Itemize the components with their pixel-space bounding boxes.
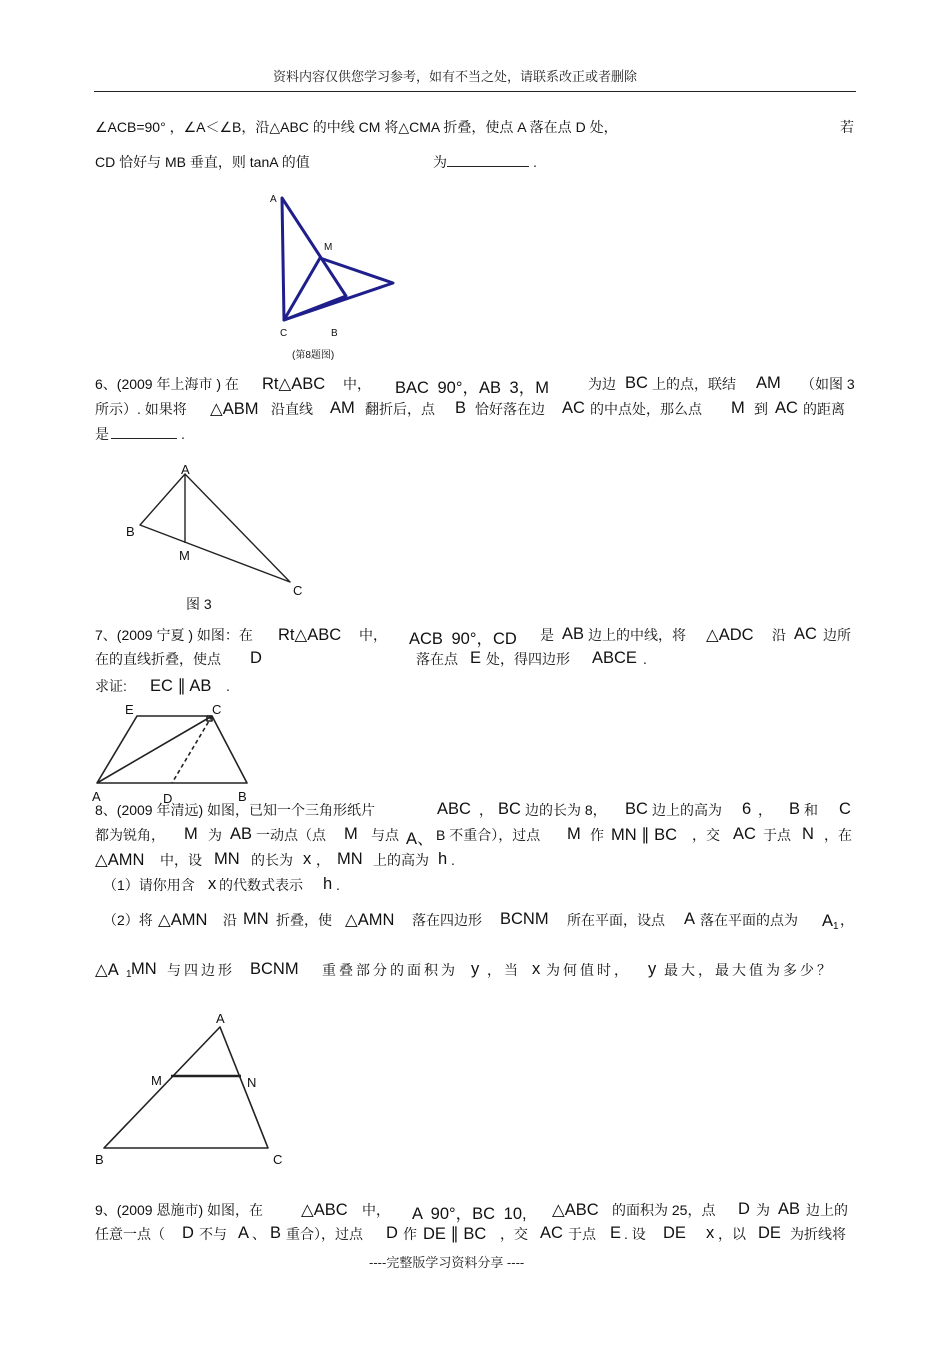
- q5-label-c: C: [280, 328, 288, 339]
- q9-line1e: △ABC: [552, 1201, 599, 1219]
- q8-line3c: MN: [214, 850, 240, 868]
- q7-line2b: D: [250, 649, 262, 667]
- q8-line5f: △AMN: [345, 911, 395, 929]
- q7-line2f: ABCE: [592, 649, 637, 667]
- q9-line1c: 中，: [362, 1202, 390, 1218]
- q9-line1a: 9、(2009 恩施市) 如图，在: [95, 1202, 264, 1218]
- q8-line6j: 为何值时，: [546, 962, 631, 978]
- q8-line2o: 于点: [763, 827, 791, 843]
- q5-label-m: M: [324, 242, 333, 253]
- q6-line2i: 的中点处，那么点: [590, 401, 702, 417]
- q8-line1k: 和: [804, 802, 818, 818]
- q8-line6l: 最大，最大值为多少？: [664, 962, 834, 978]
- q6-line1h: AM: [756, 374, 781, 392]
- q8-line1a: 8、(2009 年清远) 如图，已知一个三角形纸片: [95, 802, 376, 818]
- q9-line2s: DE: [758, 1224, 781, 1242]
- q6-line2g: 恰好落在边: [475, 401, 545, 417]
- q8-line2h: A、: [406, 830, 434, 848]
- q5-figure-caption: (第8题图): [292, 350, 335, 361]
- q8-line4e: .: [336, 877, 340, 893]
- q7-label-d: D: [163, 791, 173, 806]
- q8-line2d: AB: [230, 825, 253, 843]
- q8-label-c: C: [273, 1152, 283, 1167]
- q8-line3j: .: [451, 852, 455, 868]
- q8-line3a: △AMN: [95, 851, 145, 869]
- q8-line2m: ，交: [692, 827, 720, 843]
- q8-line3e: x: [303, 850, 312, 868]
- q9-line2m: 于点: [568, 1226, 596, 1242]
- q6-label-m: M: [179, 548, 190, 563]
- q9-line2f: B: [270, 1224, 282, 1242]
- q7-line2a: 在的直线折叠，使点: [95, 651, 221, 667]
- q7-line2d: E: [470, 649, 482, 667]
- q8-line5g: 落在四边形: [412, 912, 482, 928]
- q6-line2j: M: [731, 399, 745, 417]
- q8-line1d: BC: [498, 800, 521, 818]
- q6-line2h: AC: [562, 399, 585, 417]
- q7-line1j: AC: [794, 625, 817, 643]
- q6-line2e: 翻折后，点: [365, 401, 435, 417]
- q8-line6e: BCNM: [250, 960, 299, 978]
- q8-line5k: 落在平面的点为: [700, 912, 798, 928]
- q8-line2a: 都为锐角，: [95, 827, 165, 843]
- q9-line2e: 、: [252, 1226, 266, 1242]
- q8-line6c: MN: [131, 960, 157, 978]
- q8-line1g: 边上的高为: [652, 802, 722, 818]
- q8-line6h: ，当: [487, 962, 521, 978]
- q8-line5a: （2）将: [103, 912, 153, 928]
- q7-label-b: B: [238, 789, 247, 804]
- q6-line1f: BC: [625, 374, 648, 392]
- q9-line1j: 边上的: [806, 1202, 848, 1218]
- q8-line1i: ，: [758, 802, 772, 818]
- q8-line5n: ，: [840, 912, 854, 928]
- q9-line2p: DE: [663, 1224, 686, 1242]
- q7-line1h: △ADC: [706, 626, 754, 644]
- q8-line3b: 中，设: [160, 852, 202, 868]
- q8-line2k: 作: [590, 827, 604, 843]
- q8-line2e: 一动点（点: [256, 827, 326, 843]
- q9-line1i: AB: [778, 1200, 801, 1218]
- q9-line2l: AC: [540, 1224, 563, 1242]
- q6-line1a: 6、(2009 年上海市 ) 在: [95, 376, 239, 392]
- q5-label-a: A: [270, 194, 277, 205]
- q9-line2a: 任意一点（: [95, 1226, 165, 1242]
- q9-line2n: E: [610, 1224, 622, 1242]
- q8-line5h: BCNM: [500, 910, 549, 928]
- q8-line5d: MN: [243, 910, 269, 928]
- q9-line2b: D: [182, 1224, 194, 1242]
- q5-line2b: 为: [433, 154, 447, 170]
- q8-line5b: △AMN: [158, 911, 208, 929]
- q8-line2f: M: [344, 825, 358, 843]
- q7-line1f: AB: [562, 625, 585, 643]
- q7-line1d: ACB 90°，CD: [409, 630, 517, 648]
- q9-line1h: 为: [756, 1202, 770, 1218]
- q6-line2k: 到: [754, 401, 768, 417]
- q8-line1l: C: [839, 800, 851, 818]
- q8-line5c: 沿: [223, 912, 237, 928]
- q8-line2b: M: [184, 825, 198, 843]
- q8-line1f: BC: [625, 800, 648, 818]
- q8-line3d: 的长为: [251, 852, 293, 868]
- q8-line1h: 6: [742, 800, 752, 818]
- q6-line1d: BAC 90°，AB 3，M: [395, 379, 549, 397]
- q6-line2l: AC: [775, 399, 798, 417]
- q9-line2q: x: [706, 1224, 715, 1242]
- q6-line2a: 所示）. 如果将: [95, 401, 187, 417]
- q6-line2c: 沿直线: [271, 401, 313, 417]
- q8-line6a: △A: [95, 961, 119, 979]
- q8-line4d: h: [323, 875, 333, 893]
- q8-label-n: N: [247, 1075, 257, 1090]
- q8-line6b: 1: [126, 969, 132, 980]
- q9-line1f: 的面积为 25，点: [612, 1202, 716, 1218]
- q8-label-b: B: [95, 1152, 104, 1167]
- q6-line1e: 为边: [588, 376, 616, 392]
- q6-label-c: C: [293, 583, 303, 598]
- q8-line5l: A: [822, 912, 834, 930]
- q8-line1b: ABC: [437, 800, 471, 818]
- q6-line2d: AM: [330, 399, 355, 417]
- q8-triangle-abc: [104, 1027, 268, 1148]
- q8-label-a: A: [216, 1011, 225, 1026]
- q8-line6g: y: [471, 960, 480, 978]
- q7-line2c: 落在点: [416, 651, 458, 667]
- q9-line1g: D: [738, 1200, 750, 1218]
- q6-figure-caption: 图 3: [186, 596, 212, 612]
- q7-line1b: Rt△ABC: [278, 626, 342, 644]
- q6-label-b: B: [126, 524, 135, 539]
- q7-line1i: 沿: [772, 627, 786, 643]
- page-header: 资料内容仅供您学习参考，如有不当之处，请联系改正或者删除: [273, 69, 638, 84]
- q8-line6k: y: [648, 960, 657, 978]
- q8-line5m: 1: [833, 921, 839, 932]
- q8-line4b: x: [208, 875, 217, 893]
- q6-line1c: 中，: [343, 376, 371, 392]
- q6-line2f: B: [455, 399, 467, 417]
- q5-line2-end: .: [533, 154, 537, 170]
- q8-line2g: 与点: [371, 827, 399, 843]
- q7-label-e: E: [125, 702, 134, 717]
- q5-line1-right: 若: [840, 119, 854, 135]
- q8-line2j: M: [567, 825, 581, 843]
- q9-line2h: D: [386, 1224, 398, 1242]
- q9-line2t: 为折线将: [790, 1226, 846, 1242]
- q7-line1g: 边上的中线，将: [588, 627, 686, 643]
- q8-line6i: x: [532, 960, 541, 978]
- q9-line1d: A 90°，BC 10,: [412, 1205, 527, 1223]
- q5-label-b: B: [331, 328, 338, 339]
- q8-line5e: 折叠，使: [276, 912, 332, 928]
- q7-line2g: .: [643, 651, 647, 667]
- q8-label-m: M: [151, 1073, 162, 1088]
- q6-line2b: △ABM: [210, 400, 259, 418]
- q6-line1g: 上的点，联结: [652, 376, 736, 392]
- q8-line5j: A: [684, 910, 696, 928]
- q5-line2a: CD 恰好与 MB 垂直，则 tanA 的值: [95, 154, 310, 170]
- q7-line1e: 是: [540, 627, 554, 643]
- q9-line2g: 重合），过点: [286, 1226, 363, 1242]
- q9-line2o: . 设: [624, 1226, 646, 1242]
- q6-line1i: （如图 3: [801, 376, 855, 392]
- q8-line4c: 的代数式表示: [219, 877, 303, 893]
- q8-line6f: 重叠部分的面积为: [322, 962, 458, 978]
- q7-line1k: 边所: [823, 627, 851, 643]
- q6-line3b: .: [181, 426, 185, 442]
- q8-line2q: ，在: [824, 827, 852, 843]
- q6-line2m: 的距离: [803, 401, 845, 417]
- q8-line3i: h: [438, 850, 448, 868]
- q8-line1e: 边的长为 8，: [525, 802, 607, 818]
- page-footer: ----完整版学习资料分享 ----: [369, 1255, 525, 1270]
- q5-line1: ∠ACB=90° ，∠A＜∠B，沿△ABC 的中线 CM 将△CMA 折叠，使点 A 落在点 D 处，: [95, 119, 618, 135]
- q7-line1c: 中，: [359, 627, 387, 643]
- q8-line6d: 与四边形: [167, 962, 235, 978]
- q8-line3h: 上的高为: [373, 852, 429, 868]
- q7-label-a: A: [92, 789, 101, 804]
- q8-line2c: 为: [208, 827, 222, 843]
- q7-label-c: C: [212, 702, 222, 717]
- q7-line3b: EC ∥ AB: [150, 677, 212, 695]
- q8-line1j: B: [789, 800, 801, 818]
- q8-line2n: AC: [733, 825, 756, 843]
- q6-label-a: A: [181, 462, 190, 477]
- q9-line2j: DE ∥ BC: [423, 1225, 487, 1243]
- q8-line4a: （1）请你用含: [103, 877, 195, 893]
- q7-line1a: 7、(2009 宁夏 ) 如图：在: [95, 627, 253, 643]
- q8-line1c: ，: [479, 802, 493, 818]
- q7-line3c: .: [226, 678, 230, 694]
- q8-line2i: B 不重合），过点: [436, 827, 541, 843]
- q6-line1b: Rt△ABC: [262, 375, 326, 393]
- q7-line2e: 处，得四边形: [486, 651, 570, 667]
- q8-line5i: 所在平面，设点: [567, 912, 665, 928]
- q9-line2c: 不与: [199, 1226, 227, 1242]
- q9-line1b: △ABC: [301, 1201, 348, 1219]
- q9-line2k: ，交: [500, 1226, 528, 1242]
- q9-line2i: 作: [403, 1226, 417, 1242]
- q7-line3a: 求证:: [95, 678, 127, 694]
- q9-line2r: ，以: [718, 1226, 746, 1242]
- q8-line3g: MN: [337, 850, 363, 868]
- q8-line2p: N: [802, 825, 814, 843]
- q8-line3f: ，: [316, 852, 330, 868]
- q6-line3a: 是: [95, 426, 109, 442]
- q8-line2l: MN ∥ BC: [611, 826, 677, 844]
- q9-line2d: A: [238, 1224, 250, 1242]
